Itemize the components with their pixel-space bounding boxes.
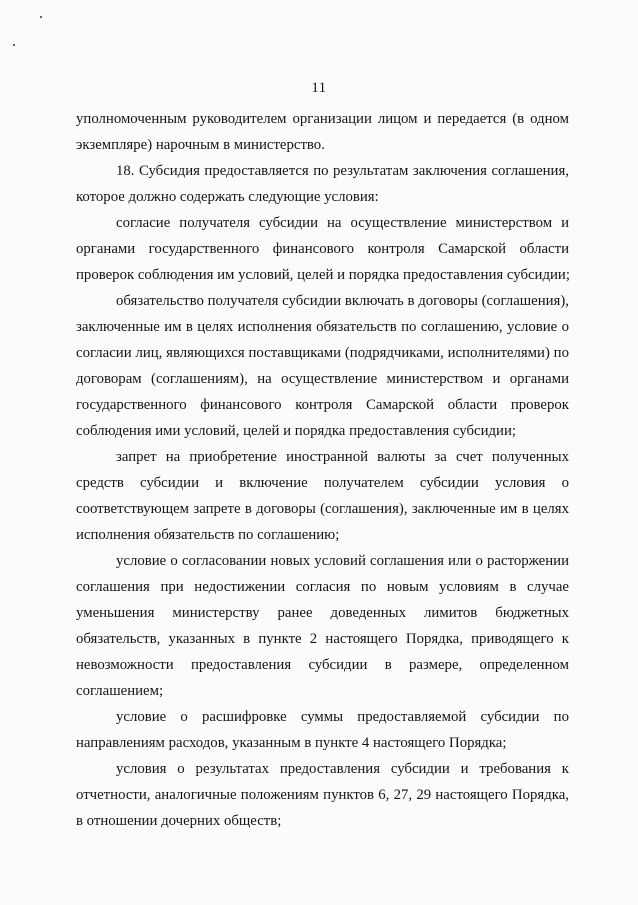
text-line: невозможности предоставления субсидии в размере, определенном: [76, 657, 569, 673]
text-line: экземпляре) нарочным в министерство.: [76, 137, 325, 153]
text-line: отчетности, аналогичные положениям пунктов 6, 27, 29 настоящего Порядка,: [76, 787, 569, 803]
text-line: обязательств, указанных в пункте 2 настоящего Порядка, приводящего к: [76, 631, 569, 647]
text-line: государственного финансового контроля Самарской области проверок: [76, 397, 569, 413]
text-line: уменьшения министерству ранее доведенных лимитов бюджетных: [76, 605, 569, 621]
text-line: соответствующем запрете в договоры (соглашения), заключенные им в целях: [76, 501, 569, 517]
text-line: условия о результатах предоставления субсидии и требования к: [116, 761, 569, 777]
text-line: заключенные им в целях исполнения обязательств по соглашению, условие о: [76, 319, 569, 335]
text-line: уполномоченным руководителем организации лицом и передается (в одном: [76, 111, 569, 127]
text-line: 18. Субсидия предоставляется по результатам заключения соглашения,: [116, 163, 569, 179]
text-line: которое должно содержать следующие условия:: [76, 189, 379, 205]
text-line: согласие получателя субсидии на осуществление министерством и: [116, 215, 569, 231]
text-line: в отношении дочерних обществ;: [76, 813, 282, 829]
text-line: соглашением;: [76, 683, 164, 699]
text-line: органами государственного финансового контроля Самарской области: [76, 241, 569, 257]
text-line: запрет на приобретение иностранной валюты за счет полученных: [116, 449, 569, 465]
text-line: направлениям расходов, указанным в пункте 4 настоящего Порядка;: [76, 735, 507, 751]
text-line: обязательство получателя субсидии включать в договоры (соглашения),: [116, 293, 569, 309]
page-number: 11: [311, 80, 327, 96]
text-line: соглашения при недостижении согласия по новым условиям в случае: [76, 579, 569, 595]
text-line: договорам (соглашениям), на осуществление министерством и органами: [76, 371, 569, 387]
text-line: согласии лиц, являющихся поставщиками (подрядчиками, исполнителями) по: [76, 345, 569, 361]
text-line: соблюдения ими условий, целей и порядка предоставления субсидии;: [76, 423, 516, 439]
text-line: условие о расшифровке суммы предоставляемой субсидии по: [116, 709, 569, 725]
text-line: исполнения обязательств по соглашению;: [76, 527, 340, 543]
text-line: условие о согласовании новых условий соглашения или о расторжении: [116, 553, 569, 569]
text-line: средств субсидии и включение получателем субсидии условия о: [76, 475, 569, 491]
scan-speck: [40, 16, 42, 18]
text-line: проверок соблюдения им условий, целей и порядка предоставления субсидии;: [76, 267, 570, 283]
scan-speck: [13, 44, 15, 46]
